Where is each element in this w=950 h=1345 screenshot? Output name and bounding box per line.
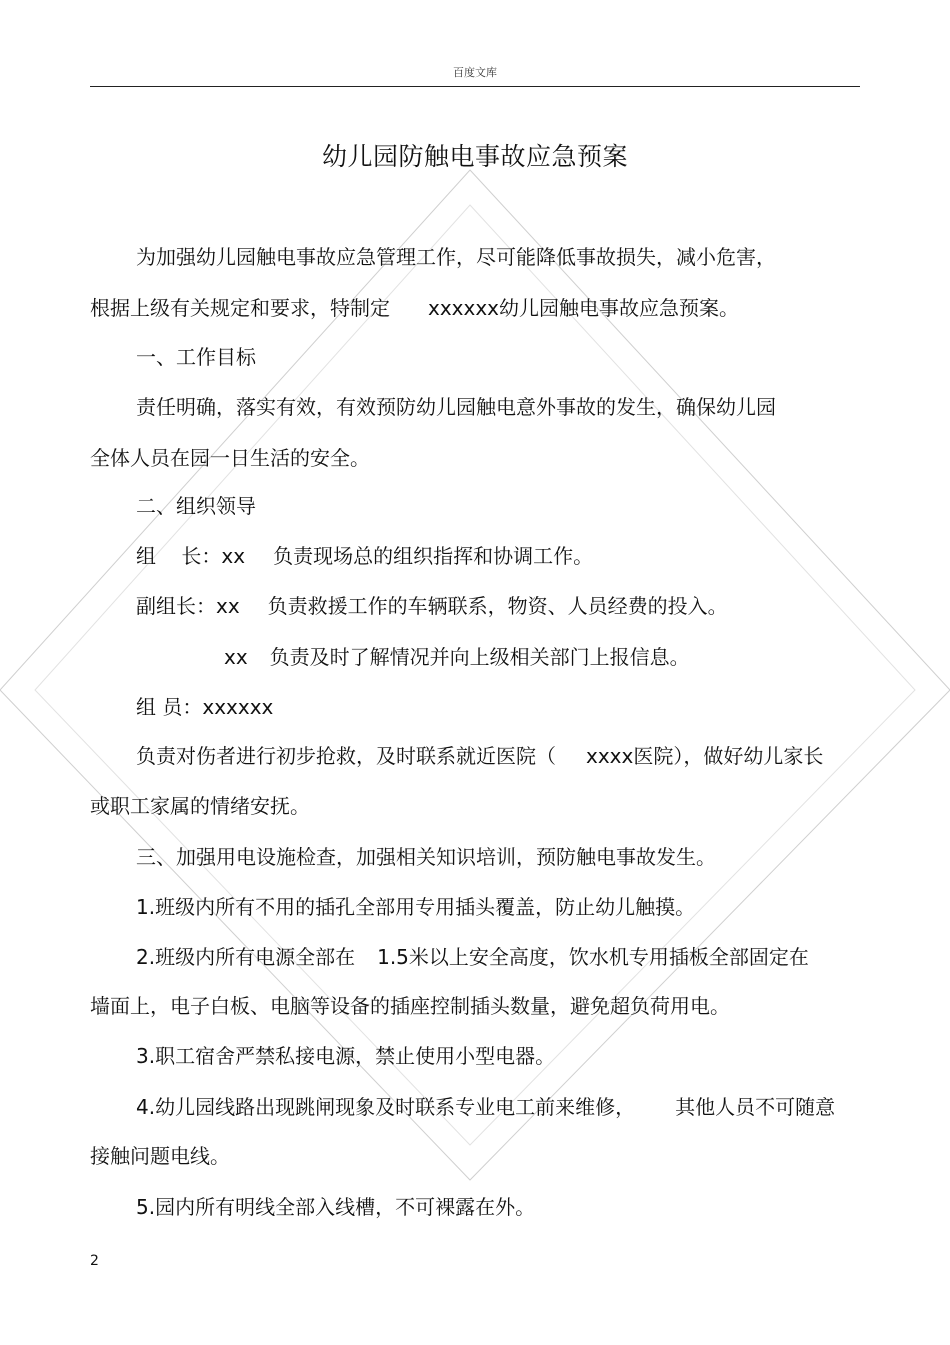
paragraph-line: 全体人员在园一日生活的安全。 — [90, 446, 370, 470]
role-line-deputy-2: xx 负责及时了解情况并向上级相关部门上报信息。 — [224, 645, 690, 669]
paragraph-line: 为加强幼儿园触电事故应急管理工作，尽可能降低事故损失，减小危害， — [136, 245, 776, 269]
header-site-name: 百度文库 — [453, 66, 497, 79]
list-item: 4.幼儿园线路出现跳闸现象及时联系专业电工前来维修， 其他人员不可随意 — [136, 1095, 836, 1119]
role-line-leader: 组 长：xx 负责现场总的组织指挥和协调工作。 — [136, 544, 594, 568]
header-rule — [90, 86, 860, 87]
document-title: 幼儿园防触电事故应急预案 — [321, 142, 628, 171]
list-item: 5.园内所有明线全部入线槽，不可裸露在外。 — [136, 1195, 536, 1219]
paragraph-line: 根据上级有关规定和要求，特制定 xxxxxx幼儿园触电事故应急预案。 — [90, 296, 740, 320]
section-heading: 一、工作目标 — [136, 345, 256, 369]
section-heading: 二、组织领导 — [136, 494, 256, 518]
page-number: 2 — [90, 1253, 99, 1269]
list-item-continuation: 墙面上，电子白板、电脑等设备的插座控制插头数量，避免超负荷用电。 — [90, 994, 730, 1018]
list-item-continuation: 接触问题电线。 — [90, 1144, 230, 1168]
paragraph-line: 负责对伤者进行初步抢救，及时联系就近医院（ xxxx医院），做好幼儿家长 — [136, 744, 824, 768]
section-heading: 三、加强用电设施检查，加强相关知识培训，预防触电事故发生。 — [136, 845, 716, 869]
role-line-members: 组 员：xxxxxx — [136, 695, 274, 719]
paragraph-line: 或职工家属的情绪安抚。 — [90, 794, 310, 818]
list-item: 2.班级内所有电源全部在 1.5米以上安全高度，饮水机专用插板全部固定在 — [136, 945, 809, 969]
list-item: 1.班级内所有不用的插孔全部用专用插头覆盖，防止幼儿触摸。 — [136, 895, 696, 919]
role-line-deputy: 副组长：xx 负责救援工作的车辆联系，物资、人员经费的投入。 — [136, 594, 728, 618]
list-item: 3.职工宿舍严禁私接电源，禁止使用小型电器。 — [136, 1044, 556, 1068]
paragraph-line: 责任明确，落实有效，有效预防幼儿园触电意外事故的发生，确保幼儿园 — [136, 395, 776, 419]
